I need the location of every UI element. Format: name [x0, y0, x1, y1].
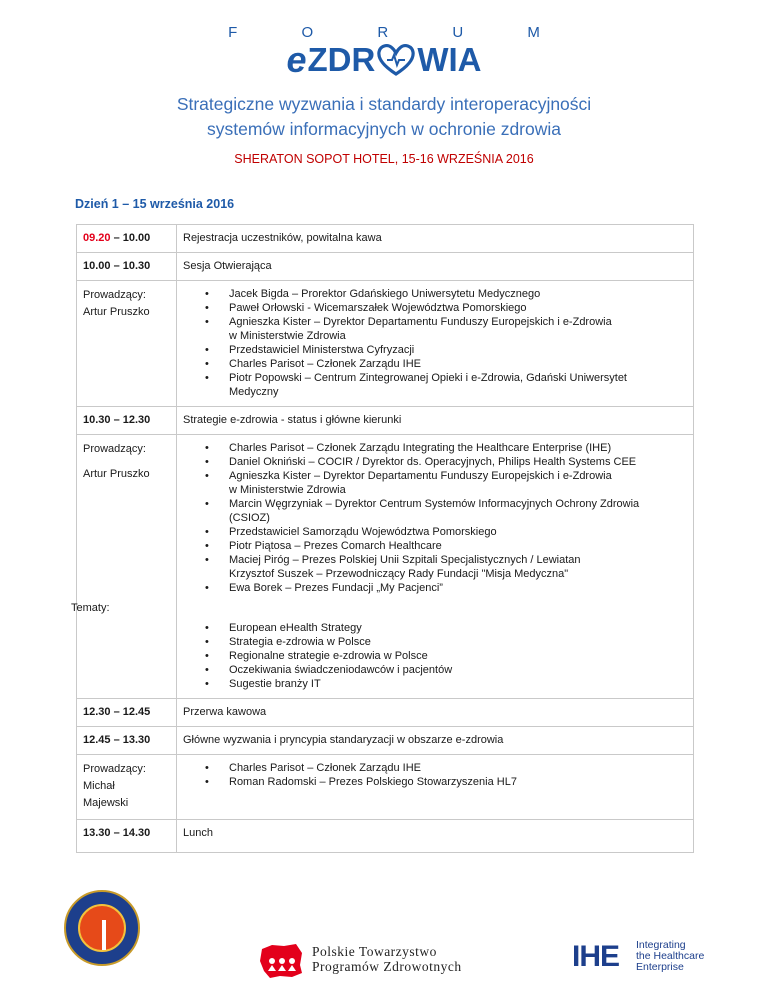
time-cell [77, 225, 177, 253]
list-item: • Przedstawiciel Ministerstwa Cyfryzacji [229, 343, 687, 357]
time-cell: 10.30 – 12.30 [77, 407, 177, 435]
university-seal-logo [64, 890, 140, 966]
title-line-1: Strategiczne wyzwania i standardy interoperacyjności [176, 94, 592, 114]
list-item: • Jacek Bigda – Prorektor Gdańskiego Uniwersytetu Medycznego [229, 287, 687, 301]
time-start-red: 09.20 [83, 232, 111, 244]
list-item: • Charles Parisot – Członek Zarządu IHE [229, 357, 687, 371]
staff-icon [102, 920, 106, 950]
list-item: • Piotr Popowski – Centrum Zintegrowanej Opieki i e-Zdrowia, Gdański Uniwersytet [229, 371, 687, 385]
list-item: • Regionalne strategie e-zdrowia w Polsce [229, 649, 687, 663]
heart-icon [376, 43, 416, 77]
moderator-name-first: Michał [83, 780, 115, 792]
event-title [0, 92, 768, 142]
list-item-continuation: Krzysztof Suszek – Przewodniczący Rady Fundacji "Misja Medyczna" [229, 568, 569, 580]
moderator-name-last: Majewski [83, 797, 129, 809]
list-item: • Roman Radomski – Prezes Polskiego Stowarzyszenia HL7 [229, 775, 687, 789]
table-row [77, 755, 694, 820]
moderator-name: Artur Pruszko [83, 306, 150, 318]
table-row [77, 407, 694, 435]
list-item: • Charles Parisot – Członek Zarządu Integrating the Healthcare Enterprise (IHE) [229, 441, 687, 455]
topics-label: Tematy: [71, 602, 110, 614]
moderator-label: Prowadzący: [83, 443, 146, 455]
ptpz-name [312, 944, 462, 974]
table-row [77, 253, 694, 281]
time-cell: 10.00 – 10.30 [77, 253, 177, 281]
moderator-cell [77, 281, 177, 407]
list-item: • Paweł Orłowski - Wicemarszałek Województwa Pomorskiego [229, 301, 687, 315]
time-cell: 13.30 – 14.30 [77, 820, 177, 853]
venue-line: SHERATON SOPOT HOTEL, 15-16 WRZEŚNIA 2016 [234, 152, 534, 166]
list-item-continuation: w Ministerstwie Zdrowia [229, 484, 346, 496]
time-cell: 12.45 – 13.30 [77, 727, 177, 755]
list-item: • Piotr Piątosa – Prezes Comarch Healthcare [229, 539, 687, 553]
list-item: • Oczekiwania świadczeniodawców i pacjentów [229, 663, 687, 677]
speakers-list [183, 441, 687, 595]
list-item: • Marcin Węgrzyniak – Dyrektor Centrum Systemów Informacyjnych Ochrony Zdrowia [229, 497, 687, 511]
logo-left-text: ZDR [307, 41, 376, 78]
ptpz-line-1: Polskie Towarzystwo [312, 944, 437, 959]
time-cell: 12.30 – 12.45 [77, 699, 177, 727]
speakers-list [183, 287, 687, 399]
moderator-label: Prowadzący: [83, 289, 146, 301]
speakers-cell [177, 281, 694, 407]
schedule-table [71, 224, 694, 853]
logo-e: e [286, 39, 307, 80]
ptpz-logo [258, 940, 518, 980]
list-item-continuation: Medyczny [229, 386, 279, 398]
session-cell: Główne wyzwania i pryncypia standaryzacji w obszarze e-zdrowia [177, 727, 694, 755]
ihe-line-1: Integrating [636, 939, 686, 951]
list-item: • Sugestie branży IT [229, 677, 687, 691]
day-heading: Dzień 1 – 15 września 2016 [75, 197, 235, 211]
topics-list [183, 621, 687, 691]
ihe-logo [572, 939, 712, 979]
ihe-tagline [636, 940, 704, 973]
list-item-continuation: (CSIOZ) [229, 512, 270, 524]
table-row [77, 225, 694, 253]
poland-map-icon [258, 943, 304, 979]
session-cell: Przerwa kawowa [177, 699, 694, 727]
session-cell: Strategie e-zdrowia - status i główne kierunki [177, 407, 694, 435]
list-item: • Charles Parisot – Członek Zarządu IHE [229, 761, 687, 775]
list-item: • Strategia e-zdrowia w Polsce [229, 635, 687, 649]
list-item: • Przedstawiciel Samorządu Województwa Pomorskiego [229, 525, 687, 539]
title-line-2: systemów informacyjnych w ochronie zdrowia [206, 119, 562, 139]
list-item-continuation: w Ministerstwie Zdrowia [229, 330, 346, 342]
table-row [77, 820, 694, 853]
ihe-line-2: the Healthcare [636, 950, 705, 962]
speakers-cell [177, 755, 694, 820]
table-row [77, 727, 694, 755]
table-row [77, 699, 694, 727]
list-item: • Daniel Okniński – COCIR / Dyrektor ds. Operacyjnych, Philips Health Systems CEE [229, 455, 687, 469]
seal-center [78, 904, 126, 952]
session-cell: Sesja Otwierająca [177, 253, 694, 281]
speakers-list [183, 761, 687, 789]
moderator-label: Prowadzący: [83, 763, 146, 775]
list-item: • Ewa Borek – Prezes Fundacji „My Pacjenci” [229, 581, 687, 595]
ihe-line-3: Enterprise [636, 961, 684, 973]
forum-ezdrowia-logo [0, 24, 768, 78]
table-row [77, 435, 694, 699]
table-row [77, 281, 694, 407]
moderator-cell [77, 435, 177, 699]
list-item: • Agnieszka Kister – Dyrektor Departamentu Funduszy Europejskich i e-Zdrowia [229, 469, 687, 483]
logo-wordmark [0, 39, 768, 80]
logo-right-text: WIA [417, 41, 482, 78]
logo-forum-text: F O R U M [228, 24, 570, 41]
time-end: – 10.00 [110, 232, 151, 244]
session-cell: Lunch [177, 820, 694, 853]
ihe-wordmark: IHE [572, 940, 620, 973]
moderator-cell [77, 755, 177, 820]
moderator-name: Artur Pruszko [83, 468, 150, 480]
list-item: • Maciej Piróg – Prezes Polskiej Unii Szpitali Specjalistycznych / Lewiatan [229, 553, 687, 567]
list-item: • European eHealth Strategy [229, 621, 687, 635]
list-item: • Agnieszka Kister – Dyrektor Departamentu Funduszy Europejskich i e-Zdrowia [229, 315, 687, 329]
ptpz-line-2: Programów Zdrowotnych [312, 959, 462, 974]
session-cell: Rejestracja uczestników, powitalna kawa [177, 225, 694, 253]
